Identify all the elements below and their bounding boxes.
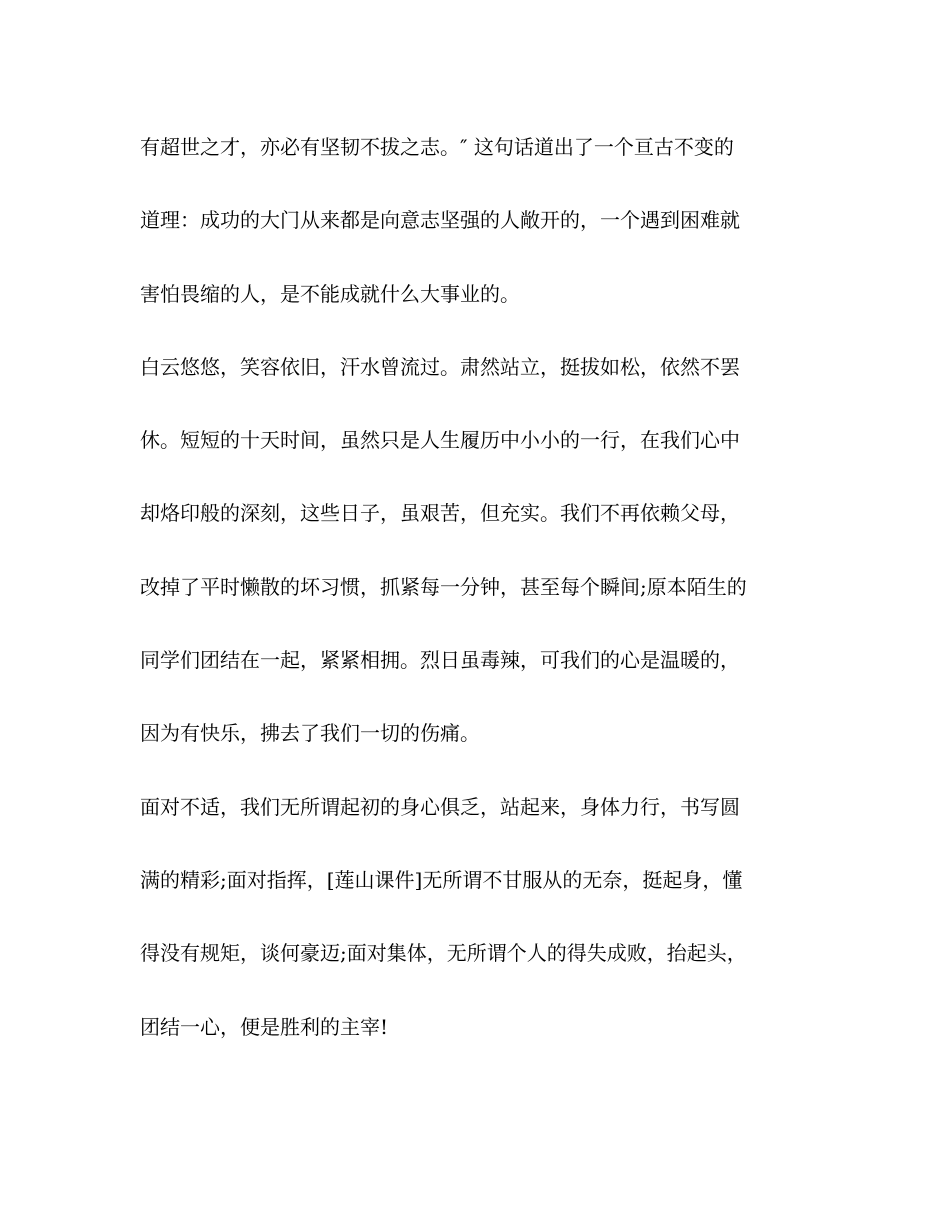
text-line: 团结一心，便是胜利的主宰! [140,1014,389,1039]
body-text [140,135,820,1088]
text-line: 得没有规矩，谈何豪迈;面对集体，无所谓个人的得失成败，抬起头， [140,941,747,966]
text-line: 有超世之才，亦必有坚韧不拔之志。″ 这句话道出了一个亘古不变的 [140,135,734,159]
text-line: 因为有快乐，拂去了我们一切的伤痛。 [140,721,480,746]
text-line: 改掉了平时懒散的坏习惯，抓紧每一分钟，甚至每个瞬间;原本陌生的 [140,574,747,599]
text-line: 害怕畏缩的人，是不能成就什么大事业的。 [140,281,520,306]
text-line: 面对不适，我们无所谓起初的身心俱乏，站起来，身体力行，书写圆 [140,794,740,819]
text-line: 道理：成功的大门从来都是向意志坚强的人敞开的，一个遇到困难就 [140,208,740,233]
text-line: 白云悠悠，笑容依旧，汗水曾流过。肃然站立，挺拔如松，依然不罢 [140,354,740,379]
text-line: 满的精彩;面对指挥，[莲山课件]无所谓不甘服从的无奈，挺起身，懂 [140,867,743,892]
text-line: 却烙印般的深刻，这些日子，虽艰苦，但充实。我们不再依赖父母， [140,501,740,526]
text-line: 休。短短的十天时间，虽然只是人生履历中小小的一行，在我们心中 [140,428,740,453]
text-line: 同学们团结在一起，紧紧相拥。烈日虽毒辣，可我们的心是温暖的， [140,648,740,673]
